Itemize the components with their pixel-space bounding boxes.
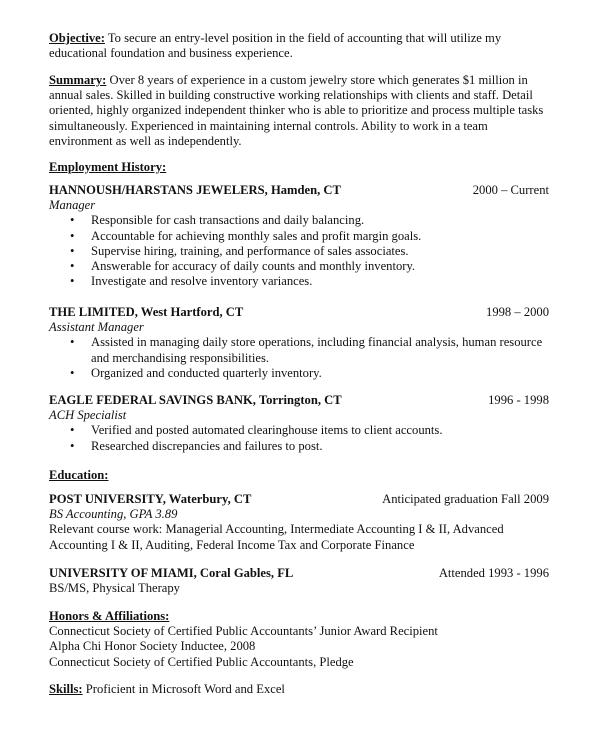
job-header	[49, 183, 549, 198]
job-dates: 1998 – 2000	[486, 305, 549, 319]
school-coursework: Relevant course work: Managerial Accounting, Intermediate Accounting I & II, Advanced Accounting I & II, Auditing, Federal Income Tax and Corporate Finance	[49, 522, 504, 552]
school-degree: BS/MS, Physical Therapy	[49, 581, 180, 596]
job-dates: 2000 – Current	[472, 183, 549, 197]
school-dates: Attended 1993 - 1996	[438, 566, 549, 580]
job-title: Assistant Manager	[49, 320, 144, 335]
school-entry	[49, 566, 549, 596]
skills-section	[49, 682, 549, 697]
job-duty: • Assisted in managing daily store operations, including financial analysis, human resource and merchandising responsibilities.	[49, 335, 549, 365]
job-dates: 1996 - 1998	[488, 393, 549, 407]
job-duty: • Responsible for cash transactions and daily balancing.	[49, 213, 549, 228]
employment-heading-text: Employment History:	[49, 160, 167, 174]
job-duties-list	[49, 213, 549, 289]
job-title: Manager	[49, 198, 96, 213]
job-entry	[49, 305, 549, 381]
summary-text: Over 8 years of experience in a custom jewelry store which generates $1 million in annual sales. Skilled in building constructive working relationships with clients and staff. Detail oriented, highly organized independent thinker who is able to prioritize and process multiple tasks simultaneously. Experienced in maintaining internal controls. Ability to work in a team environment as well as independently.	[49, 73, 544, 148]
skills-label: Skills:	[49, 682, 83, 696]
job-duty: • Investigate and resolve inventory variances.	[49, 274, 549, 289]
school-degree: BS Accounting, GPA 3.89	[49, 507, 178, 522]
job-org: HANNOUSH/HARSTANS JEWELERS, Hamden, CT	[49, 183, 341, 197]
job-header	[49, 393, 549, 408]
honor-item: Alpha Chi Honor Society Inductee, 2008	[49, 639, 256, 654]
job-duties-list	[49, 423, 549, 453]
employment-heading	[49, 160, 549, 175]
objective-text: To secure an entry-level position in the field of accounting that will utilize my educational foundation and business experience.	[49, 31, 502, 61]
objective-label: Objective:	[49, 31, 105, 45]
school-entry	[49, 492, 549, 553]
education-heading	[49, 468, 549, 483]
job-duty: • Supervise hiring, training, and performance of sales associates.	[49, 244, 549, 259]
honors-heading: Honors & Affiliations:	[49, 609, 170, 623]
school-org: UNIVERSITY OF MIAMI, Coral Gables, FL	[49, 566, 294, 580]
skills-paragraph	[49, 682, 549, 697]
objective-paragraph	[49, 31, 549, 61]
job-duty: • Answerable for accuracy of daily counts and monthly inventory.	[49, 259, 549, 274]
summary-label: Summary:	[49, 73, 107, 87]
job-header	[49, 305, 549, 320]
honor-item: Connecticut Society of Certified Public Accountants, Pledge	[49, 654, 354, 669]
job-org: EAGLE FEDERAL SAVINGS BANK, Torrington, CT	[49, 393, 342, 407]
job-title: ACH Specialist	[49, 408, 127, 423]
skills-text: Proficient in Microsoft Word and Excel	[82, 682, 285, 696]
job-entry	[49, 183, 549, 289]
education-heading-text: Education:	[49, 468, 109, 482]
school-header	[49, 492, 549, 507]
job-duty: • Verified and posted automated clearinghouse items to client accounts.	[49, 423, 549, 438]
honors-section	[49, 609, 549, 670]
job-duty: • Researched discrepancies and failures to post.	[49, 439, 549, 454]
job-entry	[49, 393, 549, 454]
school-org: POST UNIVERSITY, Waterbury, CT	[49, 492, 252, 506]
job-org: THE LIMITED, West Hartford, CT	[49, 305, 244, 319]
summary-section	[49, 73, 549, 149]
school-dates: Anticipated graduation Fall 2009	[382, 492, 549, 506]
school-header	[49, 566, 549, 581]
job-duty: • Accountable for achieving monthly sales and profit margin goals.	[49, 229, 549, 244]
objective-section	[49, 31, 549, 61]
job-duty: • Organized and conducted quarterly inventory.	[49, 366, 549, 381]
honor-item: Connecticut Society of Certified Public Accountants’ Junior Award Recipient	[49, 624, 438, 639]
job-duties-list	[49, 335, 549, 381]
summary-paragraph	[49, 73, 549, 149]
